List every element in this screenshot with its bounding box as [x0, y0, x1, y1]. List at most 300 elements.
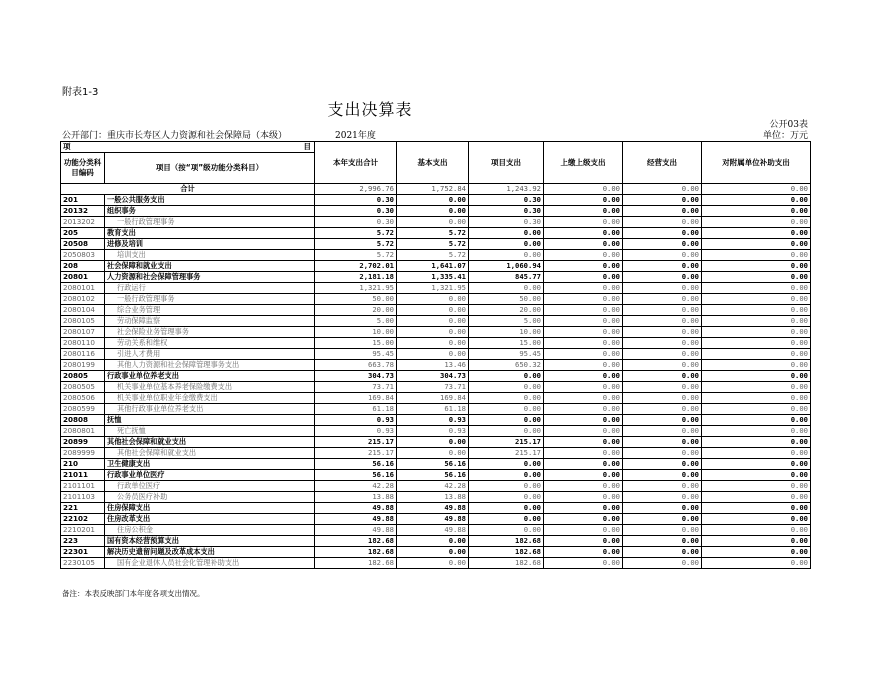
row-value: 0.00 [623, 206, 702, 217]
col-header-subsidy: 对附属单位补助支出 [702, 142, 811, 184]
row-name: 一般行政管理事务 [105, 294, 315, 305]
table-row [61, 470, 811, 481]
row-value: 0.00 [544, 217, 623, 228]
row-name: 其他人力资源和社会保障管理事务支出 [105, 360, 315, 371]
row-value: 215.17 [315, 448, 397, 459]
row-value: 1,321.95 [315, 283, 397, 294]
table-row [61, 448, 811, 459]
table-row [61, 206, 811, 217]
row-name: 进修及培训 [105, 239, 315, 250]
row-value: 0.00 [397, 437, 469, 448]
row-value: 663.78 [315, 360, 397, 371]
row-value: 5.72 [315, 239, 397, 250]
row-value: 0.00 [702, 316, 811, 327]
row-value: 0.00 [544, 503, 623, 514]
row-value: 0.93 [315, 426, 397, 437]
table-row [61, 525, 811, 536]
row-value: 0.00 [544, 327, 623, 338]
row-value: 0.00 [469, 228, 544, 239]
row-value: 0.00 [623, 558, 702, 569]
row-value: 5.72 [315, 228, 397, 239]
row-code: 2080599 [61, 404, 105, 415]
row-name: 行政事业单位养老支出 [105, 371, 315, 382]
row-name: 其他社会保障和就业支出 [105, 437, 315, 448]
table-row [61, 250, 811, 261]
row-value: 0.00 [702, 470, 811, 481]
row-value: 0.00 [544, 470, 623, 481]
row-name: 劳动保障监察 [105, 316, 315, 327]
row-value: 0.00 [544, 316, 623, 327]
table-row [61, 272, 811, 283]
row-value: 0.00 [544, 382, 623, 393]
row-value: 49.88 [397, 514, 469, 525]
row-value: 0.93 [397, 426, 469, 437]
row-value: 0.00 [397, 294, 469, 305]
total-label: 合计 [61, 184, 315, 195]
row-value: 0.00 [544, 415, 623, 426]
table-row [61, 503, 811, 514]
row-value: 20.00 [315, 305, 397, 316]
row-value: 0.00 [702, 382, 811, 393]
row-value: 0.00 [702, 195, 811, 206]
row-value: 182.68 [315, 547, 397, 558]
row-value: 0.00 [469, 459, 544, 470]
row-name: 抚恤 [105, 415, 315, 426]
row-value: 0.00 [397, 558, 469, 569]
row-value: 215.17 [315, 437, 397, 448]
row-value: 0.00 [702, 217, 811, 228]
row-value: 0.00 [469, 503, 544, 514]
row-value: 13.46 [397, 360, 469, 371]
row-name: 公务员医疗补助 [105, 492, 315, 503]
row-value: 0.00 [702, 360, 811, 371]
row-value: 0.00 [397, 327, 469, 338]
row-value: 215.17 [469, 448, 544, 459]
row-value: 0.00 [469, 239, 544, 250]
row-value: 215.17 [469, 437, 544, 448]
row-value: 0.00 [623, 470, 702, 481]
row-value: 0.00 [623, 459, 702, 470]
table-row [61, 404, 811, 415]
row-value: 0.00 [544, 294, 623, 305]
row-value: 169.84 [397, 393, 469, 404]
row-value: 0.00 [702, 492, 811, 503]
row-value: 0.30 [469, 217, 544, 228]
row-value: 0.00 [544, 536, 623, 547]
row-value: 0.00 [469, 250, 544, 261]
col-header-operating: 经营支出 [623, 142, 702, 184]
table-row [61, 316, 811, 327]
table-row [61, 261, 811, 272]
row-value: 182.68 [315, 536, 397, 547]
row-code: 2080105 [61, 316, 105, 327]
row-value: 0.00 [544, 272, 623, 283]
row-value: 1,641.07 [397, 261, 469, 272]
row-value: 0.00 [544, 349, 623, 360]
row-value: 0.00 [623, 250, 702, 261]
row-value: 0.00 [623, 305, 702, 316]
row-value: 0.00 [469, 525, 544, 536]
row-code: 2080110 [61, 338, 105, 349]
row-value: 0.00 [397, 195, 469, 206]
row-value: 0.00 [623, 217, 702, 228]
table-row [61, 393, 811, 404]
row-code: 2050803 [61, 250, 105, 261]
row-value: 0.00 [623, 261, 702, 272]
table-row [61, 239, 811, 250]
row-value: 0.00 [702, 459, 811, 470]
row-value: 0.00 [702, 514, 811, 525]
footer-note: 备注：本表反映部门本年度各项支出情况。 [62, 589, 205, 598]
row-code: 201 [61, 195, 105, 206]
row-value: 0.00 [544, 195, 623, 206]
row-name: 社会保险业务管理事务 [105, 327, 315, 338]
row-value: 61.18 [397, 404, 469, 415]
row-name: 行政单位医疗 [105, 481, 315, 492]
row-name: 引进人才费用 [105, 349, 315, 360]
total-value: 0.00 [623, 184, 702, 195]
row-code: 2080104 [61, 305, 105, 316]
table-row [61, 371, 811, 382]
row-value: 0.00 [702, 481, 811, 492]
row-value: 0.00 [702, 437, 811, 448]
row-value: 650.32 [469, 360, 544, 371]
row-value: 13.88 [397, 492, 469, 503]
row-value: 0.00 [623, 382, 702, 393]
row-name: 培训支出 [105, 250, 315, 261]
mu-label: 目 [303, 142, 311, 151]
row-value: 0.00 [623, 338, 702, 349]
row-value: 1,335.41 [397, 272, 469, 283]
table-row [61, 195, 811, 206]
row-code: 22102 [61, 514, 105, 525]
row-code: 21011 [61, 470, 105, 481]
row-code: 2230105 [61, 558, 105, 569]
row-name: 社会保障和就业支出 [105, 261, 315, 272]
row-code: 2080116 [61, 349, 105, 360]
row-value: 50.00 [315, 294, 397, 305]
row-value: 0.00 [702, 404, 811, 415]
row-code: 2089999 [61, 448, 105, 459]
row-value: 0.00 [397, 217, 469, 228]
row-value: 49.88 [315, 503, 397, 514]
row-value: 49.88 [397, 503, 469, 514]
row-value: 10.00 [315, 327, 397, 338]
row-value: 0.00 [469, 415, 544, 426]
row-value: 0.00 [623, 536, 702, 547]
row-value: 0.00 [702, 250, 811, 261]
total-value: 1,752.84 [397, 184, 469, 195]
row-value: 0.00 [623, 492, 702, 503]
row-value: 0.00 [623, 514, 702, 525]
row-value: 0.00 [702, 448, 811, 459]
total-value: 0.00 [702, 184, 811, 195]
row-value: 95.45 [469, 349, 544, 360]
row-value: 0.00 [544, 459, 623, 470]
row-value: 0.00 [469, 492, 544, 503]
row-value: 0.00 [397, 338, 469, 349]
department-label: 公开部门：重庆市长寿区人力资源和社会保障局（本级） [62, 131, 288, 141]
row-value: 0.00 [623, 371, 702, 382]
total-value: 2,996.76 [315, 184, 397, 195]
row-value: 0.00 [544, 305, 623, 316]
attachment-label: 附表1-3 [62, 87, 99, 98]
row-value: 0.00 [544, 437, 623, 448]
row-value: 0.00 [544, 228, 623, 239]
row-value: 0.00 [544, 250, 623, 261]
row-value: 0.00 [702, 206, 811, 217]
table-row [61, 536, 811, 547]
row-value: 0.00 [469, 283, 544, 294]
row-code: 2080199 [61, 360, 105, 371]
row-value: 0.00 [623, 228, 702, 239]
row-value: 0.93 [315, 415, 397, 426]
row-name: 机关事业单位基本养老保险缴费支出 [105, 382, 315, 393]
row-code: 2080506 [61, 393, 105, 404]
row-name: 其他社会保障和就业支出 [105, 448, 315, 459]
fiscal-year: 2021年度 [335, 131, 376, 141]
row-code: 208 [61, 261, 105, 272]
row-value: 0.00 [623, 239, 702, 250]
row-value: 0.00 [544, 371, 623, 382]
row-code: 2080102 [61, 294, 105, 305]
table-row [61, 360, 811, 371]
row-value: 0.00 [544, 393, 623, 404]
row-value: 0.00 [702, 503, 811, 514]
row-value: 0.00 [544, 525, 623, 536]
table-row [61, 481, 811, 492]
row-value: 169.84 [315, 393, 397, 404]
row-value: 0.00 [544, 206, 623, 217]
row-code: 2210201 [61, 525, 105, 536]
row-value: 0.00 [397, 316, 469, 327]
row-code: 20801 [61, 272, 105, 283]
row-value: 0.00 [544, 283, 623, 294]
row-value: 0.00 [397, 349, 469, 360]
row-code: 210 [61, 459, 105, 470]
row-value: 0.93 [397, 415, 469, 426]
row-value: 0.00 [702, 536, 811, 547]
row-name: 解决历史遗留问题及改革成本支出 [105, 547, 315, 558]
row-value: 182.68 [315, 558, 397, 569]
row-value: 182.68 [469, 547, 544, 558]
row-value: 0.00 [469, 404, 544, 415]
table-row [61, 492, 811, 503]
row-value: 0.00 [544, 426, 623, 437]
row-code: 2080801 [61, 426, 105, 437]
row-name: 人力资源和社会保障管理事务 [105, 272, 315, 283]
row-code: 223 [61, 536, 105, 547]
row-value: 0.00 [469, 481, 544, 492]
row-code: 221 [61, 503, 105, 514]
row-code: 2101103 [61, 492, 105, 503]
row-value: 56.16 [315, 470, 397, 481]
table-row [61, 426, 811, 437]
row-value: 0.00 [702, 415, 811, 426]
row-value: 0.00 [544, 360, 623, 371]
row-code: 20805 [61, 371, 105, 382]
row-value: 5.72 [397, 228, 469, 239]
row-value: 0.00 [544, 514, 623, 525]
row-name: 死亡抚恤 [105, 426, 315, 437]
unit-label: 单位：万元 [762, 131, 808, 141]
row-value: 0.00 [702, 338, 811, 349]
row-value: 56.16 [315, 459, 397, 470]
row-value: 0.00 [623, 327, 702, 338]
row-value: 1,060.94 [469, 261, 544, 272]
col-header-name: 项目（按“项”级功能分类科目） [105, 153, 315, 184]
row-value: 61.18 [315, 404, 397, 415]
row-name: 一般行政管理事务 [105, 217, 315, 228]
row-name: 国有企业退休人员社会化管理补助支出 [105, 558, 315, 569]
row-value: 0.00 [544, 261, 623, 272]
row-value: 0.30 [315, 195, 397, 206]
table-row [61, 283, 811, 294]
row-value: 0.30 [315, 206, 397, 217]
row-name: 教育支出 [105, 228, 315, 239]
xiang-label: 项 [63, 142, 71, 151]
row-value: 2,702.01 [315, 261, 397, 272]
row-value: 0.00 [702, 294, 811, 305]
row-value: 0.00 [702, 393, 811, 404]
row-value: 50.00 [469, 294, 544, 305]
row-name: 其他行政事业单位养老支出 [105, 404, 315, 415]
row-value: 0.00 [623, 547, 702, 558]
row-value: 0.00 [702, 426, 811, 437]
row-value: 0.30 [469, 195, 544, 206]
row-name: 行政运行 [105, 283, 315, 294]
table-row [61, 338, 811, 349]
row-value: 2,181.18 [315, 272, 397, 283]
row-value: 304.73 [315, 371, 397, 382]
row-value: 0.00 [623, 415, 702, 426]
row-value: 0.30 [469, 206, 544, 217]
row-value: 1,321.95 [397, 283, 469, 294]
row-value: 5.72 [397, 250, 469, 261]
table-row [61, 349, 811, 360]
row-value: 95.45 [315, 349, 397, 360]
table-row [61, 305, 811, 316]
row-value: 49.88 [315, 514, 397, 525]
row-value: 0.00 [702, 525, 811, 536]
row-value: 0.00 [397, 305, 469, 316]
total-value: 1,243.92 [469, 184, 544, 195]
row-code: 2101101 [61, 481, 105, 492]
row-value: 0.00 [702, 349, 811, 360]
row-value: 0.00 [544, 558, 623, 569]
row-value: 0.00 [702, 239, 811, 250]
row-name: 行政事业单位医疗 [105, 470, 315, 481]
row-name: 一般公共服务支出 [105, 195, 315, 206]
row-value: 0.00 [397, 547, 469, 558]
row-value: 0.00 [702, 558, 811, 569]
row-value: 845.77 [469, 272, 544, 283]
row-value: 13.88 [315, 492, 397, 503]
row-name: 国有资本经营预算支出 [105, 536, 315, 547]
table-row [61, 294, 811, 305]
row-name: 住房改革支出 [105, 514, 315, 525]
row-value: 73.71 [397, 382, 469, 393]
row-name: 综合业务管理 [105, 305, 315, 316]
table-row [61, 437, 811, 448]
row-value: 0.00 [544, 239, 623, 250]
table-row [61, 547, 811, 558]
row-value: 0.00 [469, 470, 544, 481]
row-value: 0.00 [469, 426, 544, 437]
row-value: 0.00 [702, 371, 811, 382]
row-name: 卫生健康支出 [105, 459, 315, 470]
row-value: 49.88 [315, 525, 397, 536]
col-header-project: 项目支出 [469, 142, 544, 184]
total-value: 0.00 [544, 184, 623, 195]
row-value: 0.00 [623, 283, 702, 294]
row-value: 5.00 [469, 316, 544, 327]
row-value: 0.30 [315, 217, 397, 228]
row-value: 0.00 [397, 448, 469, 459]
row-value: 5.00 [315, 316, 397, 327]
table-row [61, 514, 811, 525]
expenditure-table [60, 141, 811, 569]
row-value: 0.00 [397, 536, 469, 547]
col-header-code: 功能分类科目编码 [61, 153, 105, 184]
row-value: 0.00 [623, 360, 702, 371]
table-row [61, 382, 811, 393]
header-row-top [61, 142, 811, 153]
row-value: 73.71 [315, 382, 397, 393]
table-row [61, 228, 811, 239]
row-value: 15.00 [469, 338, 544, 349]
row-code: 2080107 [61, 327, 105, 338]
row-value: 0.00 [623, 426, 702, 437]
form-number: 公开03表 [769, 120, 808, 130]
row-value: 20.00 [469, 305, 544, 316]
row-name: 劳动关系和维权 [105, 338, 315, 349]
row-code: 22301 [61, 547, 105, 558]
row-value: 0.00 [623, 481, 702, 492]
row-value: 0.00 [702, 547, 811, 558]
row-value: 49.88 [397, 525, 469, 536]
row-value: 0.00 [623, 195, 702, 206]
row-value: 0.00 [469, 393, 544, 404]
row-value: 42.28 [315, 481, 397, 492]
page-title: 支出决算表 [327, 100, 413, 119]
row-code: 20899 [61, 437, 105, 448]
row-value: 0.00 [702, 327, 811, 338]
row-value: 0.00 [623, 349, 702, 360]
row-code: 205 [61, 228, 105, 239]
row-value: 0.00 [623, 503, 702, 514]
row-value: 42.28 [397, 481, 469, 492]
row-value: 0.00 [702, 305, 811, 316]
row-value: 5.72 [315, 250, 397, 261]
row-value: 182.68 [469, 536, 544, 547]
table-row [61, 459, 811, 470]
row-code: 20808 [61, 415, 105, 426]
row-value: 0.00 [544, 492, 623, 503]
xiang-mu-cell [61, 142, 315, 153]
row-value: 0.00 [623, 448, 702, 459]
row-value: 0.00 [623, 404, 702, 415]
row-value: 56.16 [397, 470, 469, 481]
row-value: 182.68 [469, 558, 544, 569]
row-name: 住房保障支出 [105, 503, 315, 514]
row-code: 20132 [61, 206, 105, 217]
table-row [61, 217, 811, 228]
row-code: 2080505 [61, 382, 105, 393]
row-value: 0.00 [702, 228, 811, 239]
row-value: 0.00 [702, 272, 811, 283]
table-row [61, 415, 811, 426]
